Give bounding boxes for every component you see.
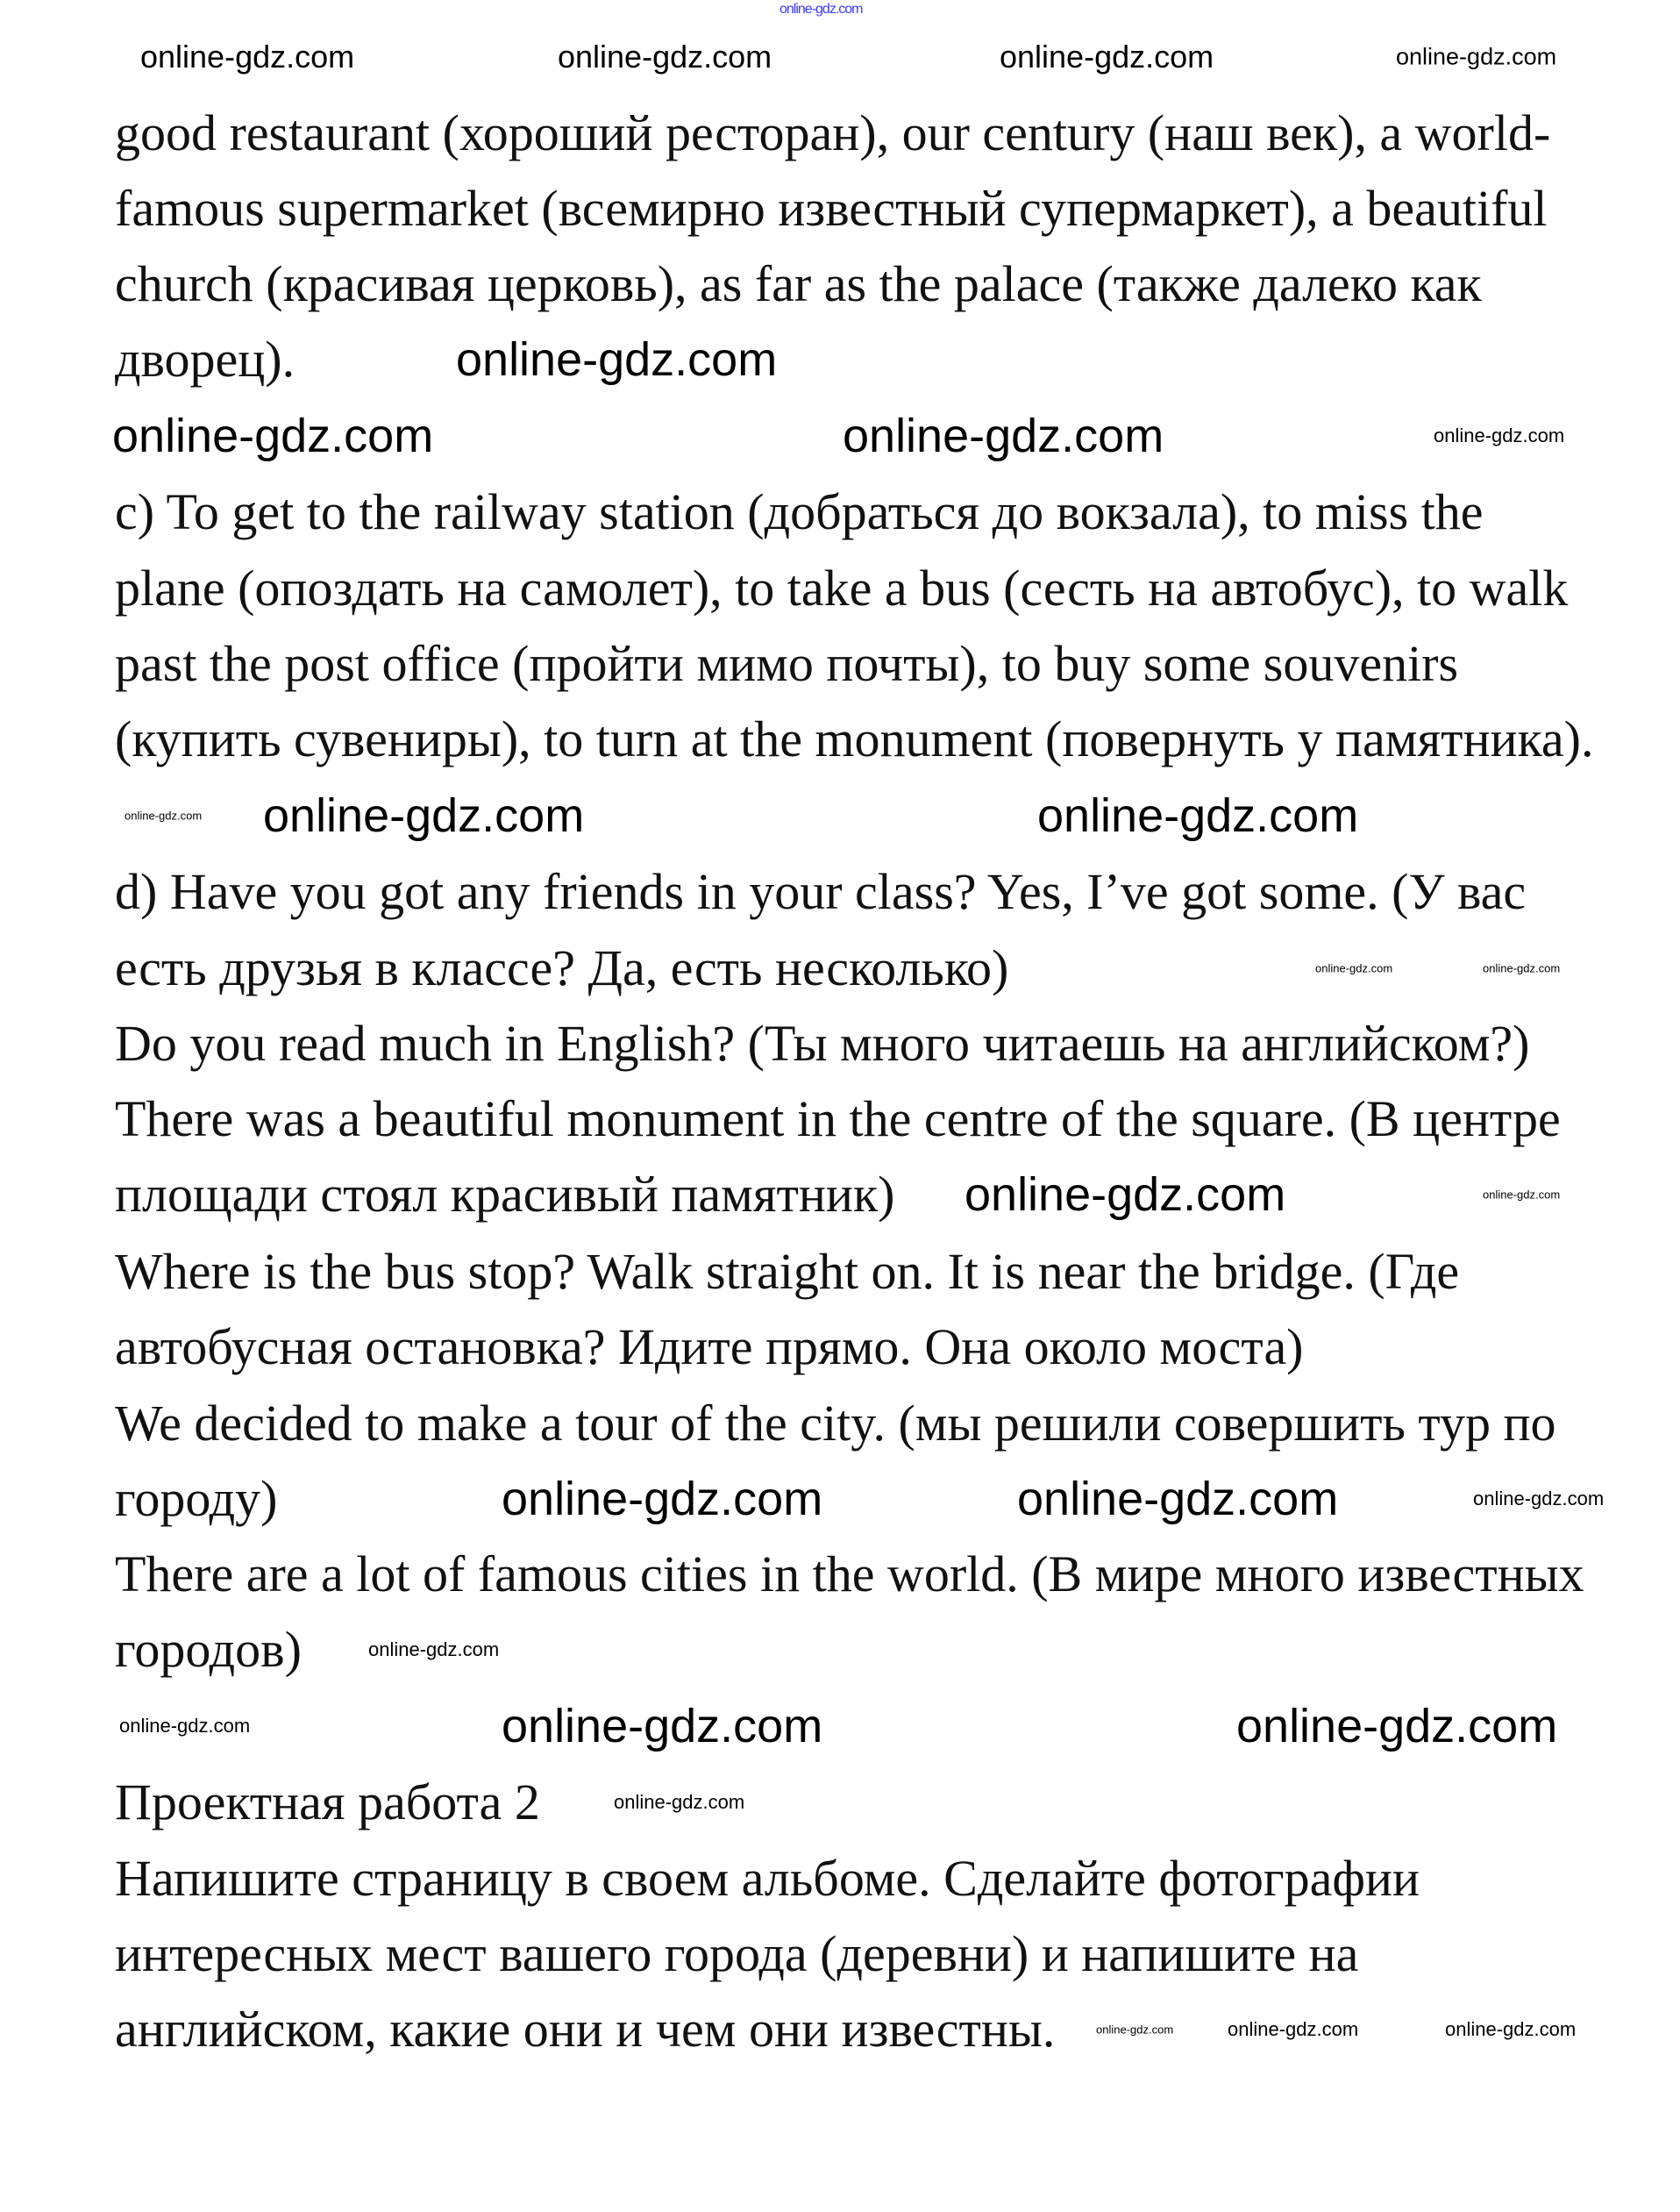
watermark: online-gdz.com bbox=[125, 809, 203, 823]
watermark: online-gdz.com bbox=[368, 1638, 500, 1660]
watermark: online-gdz.com bbox=[1236, 1700, 1558, 1752]
text-line: (купить сувениры), to turn at the monument (повернуть у памятника). bbox=[115, 710, 1594, 767]
watermark: online-gdz.com bbox=[502, 1473, 823, 1525]
watermark: online-gdz.com bbox=[965, 1168, 1286, 1221]
watermark: online-gdz.com bbox=[456, 333, 778, 386]
text-line: d) Have you got any friends in your class? Yes, I’ve got some. (У вас bbox=[115, 863, 1527, 920]
watermark: online-gdz.com bbox=[1483, 1188, 1561, 1202]
watermark: online-gdz.com bbox=[119, 1715, 251, 1737]
text-line: famous supermarket (всемирно известный супермаркет), a beautiful bbox=[115, 180, 1548, 237]
text-line: площади стоял красивый памятник) bbox=[115, 1166, 895, 1223]
text-line: past the post office (пройти мимо почты), to buy some souvenirs bbox=[115, 635, 1459, 692]
watermark: online-gdz.com bbox=[1434, 425, 1565, 446]
watermark: online-gdz.com bbox=[140, 39, 355, 75]
text-line: There was a beautiful monument in the centre of the square. (В центре bbox=[115, 1090, 1561, 1147]
watermark: online-gdz.com bbox=[112, 410, 434, 462]
text-line: интересных мест вашего города (деревни) и напишите на bbox=[115, 1925, 1359, 1982]
watermark: online-gdz.com bbox=[1037, 789, 1359, 842]
text-line: plane (опоздать на самолет), to take a bus (сесть на автобус), to walk bbox=[115, 560, 1569, 617]
text-line: Напишите страницу в своем альбоме. Сделайте фотографии bbox=[115, 1850, 1420, 1907]
watermark: online-gdz.com bbox=[843, 410, 1164, 462]
watermark: online-gdz.com bbox=[1096, 2023, 1174, 2037]
section-heading: Проектная работа 2 bbox=[115, 1773, 540, 1830]
text-line: Do you read much in English? (Ты много читаешь на английском?) bbox=[115, 1015, 1530, 1072]
watermark: online-gdz.com bbox=[1483, 961, 1561, 975]
text-line: We decided to make a tour of the city. (мы решили совершить тур по bbox=[115, 1395, 1556, 1452]
watermark: online-gdz.com bbox=[779, 2, 863, 17]
text-line: Where is the bus stop? Walk straight on. It is near the bridge. (Где bbox=[115, 1243, 1460, 1300]
watermark: online-gdz.com bbox=[558, 39, 772, 75]
text-line: городу) bbox=[115, 1470, 278, 1527]
text-line: church (красивая церковь), as far as the palace (также далеко как bbox=[115, 255, 1482, 312]
watermark: online-gdz.com bbox=[1396, 43, 1557, 70]
text-line: городов) bbox=[115, 1621, 302, 1678]
watermark: online-gdz.com bbox=[1445, 2018, 1577, 2040]
watermark: online-gdz.com bbox=[1315, 961, 1393, 975]
text-line: дворец). bbox=[115, 331, 295, 388]
watermark: online-gdz.com bbox=[614, 1791, 745, 1813]
text-line: c) To get to the railway station (добраться до вокзала), to miss the bbox=[115, 483, 1484, 540]
watermark: online-gdz.com bbox=[1473, 1488, 1605, 1509]
watermark: online-gdz.com bbox=[1000, 39, 1214, 75]
text-line: good restaurant (хороший ресторан), our century (наш век), a world- bbox=[115, 104, 1551, 161]
text-line: автобусная остановка? Идите прямо. Она около моста) bbox=[115, 1318, 1304, 1375]
text-line: английском, какие они и чем они известны. bbox=[115, 2001, 1056, 2058]
watermark: online-gdz.com bbox=[1017, 1473, 1339, 1525]
watermark: online-gdz.com bbox=[502, 1700, 823, 1752]
watermark: online-gdz.com bbox=[1228, 2018, 1359, 2040]
watermark: online-gdz.com bbox=[263, 789, 585, 842]
text-line: есть друзья в классе? Да, есть несколько) bbox=[115, 939, 1009, 996]
text-line: There are a lot of famous cities in the world. (В мире много известных bbox=[115, 1545, 1584, 1602]
